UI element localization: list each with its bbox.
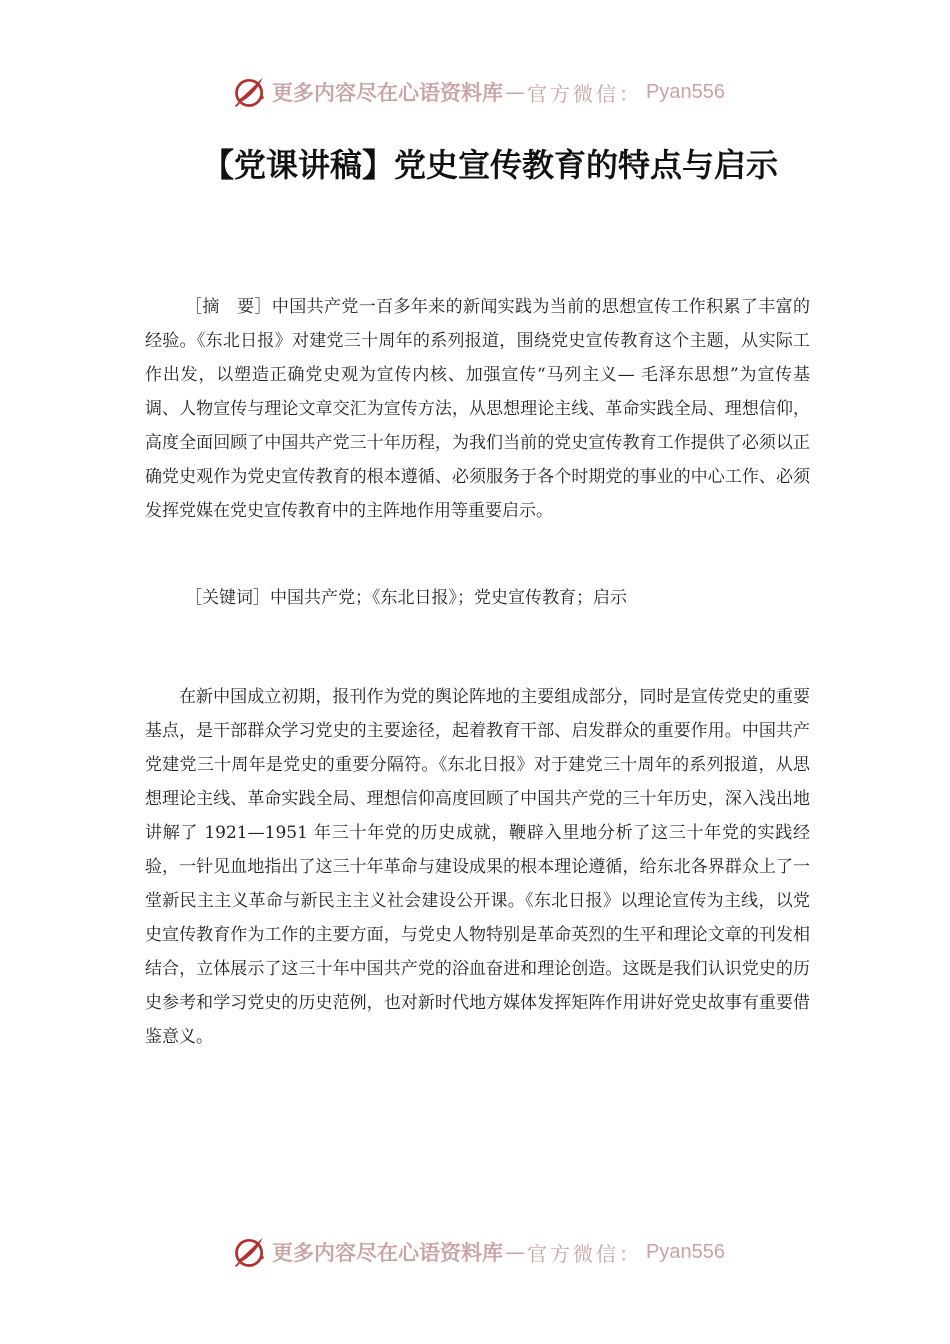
keywords-paragraph bbox=[145, 581, 810, 615]
header-banner-wechat-label: 官方微信： bbox=[527, 81, 642, 106]
footer-banner-text: 更多内容尽在心语资料库 bbox=[272, 1240, 503, 1265]
header-banner-dash: — bbox=[505, 80, 525, 104]
document-title: 【党课讲稿】党史宣传教育的特点与启示 bbox=[201, 146, 778, 184]
footer-banner-dash: — bbox=[505, 1240, 525, 1264]
header-banner-text: 更多内容尽在心语资料库 bbox=[272, 80, 503, 105]
footer-banner-wechat-label: 官方微信： bbox=[527, 1241, 642, 1266]
abstract-label: ［摘 要］ bbox=[185, 297, 272, 317]
keywords-label: ［关键词］ bbox=[185, 588, 270, 608]
abstract-paragraph bbox=[145, 290, 810, 528]
abstract-text: 中国共产党一百多年来的新闻实践为当前的思想宣传工作积累了丰富的经验。《东北日报》对建党三十周年的系列报道，围绕党史宣传教育这个主题，从实际工作出发，以塑造正确党史观为宣传内核、加强宣传“马列主义— 毛泽东思想”为宣传基调、人物宣传与理论文章交汇为宣传方法，从思想理论主线、革命实践全局、理想信仰，高度全面回顾了中国共产党三十年历程，为我们当前的党史宣传教育工作提供了必须以正确党史观作为党史宣传教育的根本遵循、必须服务于各个时期党的事业的中心工作、必须发挥党媒在党史宣传教育中的主阵地作用等重要启示。 bbox=[145, 297, 811, 521]
footer-banner bbox=[232, 1232, 752, 1272]
header-banner-wechat-id: Pyan556 bbox=[646, 80, 725, 103]
keywords-text: 中国共产党；《东北日报》；党史宣传教育；启示 bbox=[270, 588, 627, 608]
body-paragraph-1: 在新中国成立初期，报刊作为党的舆论阵地的主要组成部分，同时是宣传党史的重要基点，是干部群众学习党史的主要途径，起着教育干部、启发群众的重要作用。中国共产党建党三十周年是党史的重要分隔符。《东北日报》对于建党三十周年的系列报道，从思想理论主线、革命实践全局、理想信仰高度回顾了中国共产党的三十年历史，深入浅出地讲解了 1921—1951 年三十年党的历史成就，鞭辟入里地分析了这三十年党的实践经验，一针见血地指出了这三十年革命与建设成果的根本理论遵循，给东北各界群众上了一堂新民主主义革命与新民主主义社会建设公开课。《东北日报》以理论宣传为主线，以党史宣传教育作为工作的主要方面，与党史人物特别是革命英烈的生平和理论文章的刊发相结合，立体展示了这三十年中国共产党的浴血奋进和理论创造。这既是我们认识党史的历史参考和学习党史的历史范例，也对新时代地方媒体发挥矩阵作用讲好党史故事有重要借鉴意义。 bbox=[145, 687, 810, 1047]
quill-pen-logo-icon bbox=[232, 1234, 268, 1270]
footer-banner-wechat-id: Pyan556 bbox=[646, 1240, 725, 1263]
quill-pen-logo-icon bbox=[232, 74, 268, 110]
header-banner bbox=[232, 72, 752, 112]
